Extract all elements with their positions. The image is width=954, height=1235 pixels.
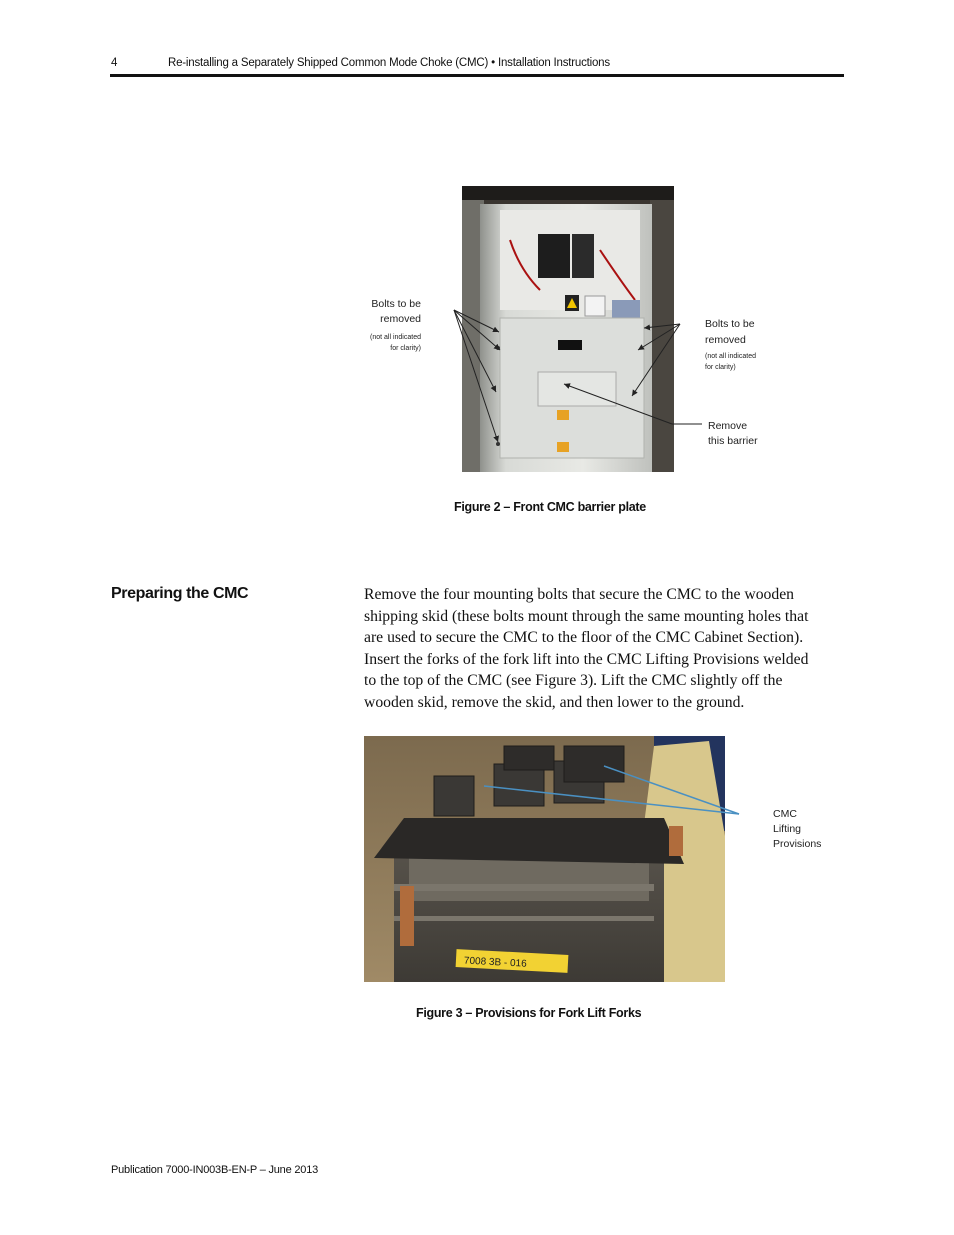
callout-right-line1: Bolts to be (705, 318, 755, 330)
section-heading: Preparing the CMC (111, 585, 249, 602)
callout-barrier-line2: this barrier (708, 435, 758, 447)
body-line: to the top of the CMC (see Figure 3). Lift the CMC slightly off the (364, 672, 783, 690)
publication-footer: Publication 7000-IN003B-EN-P – June 2013 (111, 1164, 319, 1176)
callout-cmc: CMC (773, 808, 797, 820)
figure-3-caption: Figure 3 – Provisions for Fork Lift Forks (416, 1006, 642, 1020)
body-line: Insert the forks of the fork lift into the CMC Lifting Provisions welded (364, 650, 809, 668)
body-line: are used to secure the CMC to the floor of the CMC Cabinet Section). (364, 629, 804, 647)
section-body (364, 584, 839, 714)
callout-right-note1: (not all indicated (705, 353, 756, 360)
callout-lifting: Lifting (773, 823, 802, 835)
body-line: shipping skid (these bolts mount through the same mounting holes that (364, 607, 809, 625)
figure-3-fork-lift-provisions (364, 736, 834, 984)
running-title: Re-installing a Separately Shipped Common Mode Choke (CMC) • Installation Instructions (168, 57, 610, 69)
figure-2-caption: Figure 2 – Front CMC barrier plate (454, 500, 646, 514)
callout-provisions: Provisions (773, 838, 822, 850)
callout-left-line2: removed (380, 313, 421, 325)
callout-left-note2: for clarity) (390, 345, 421, 352)
header-rule (110, 74, 844, 77)
callout-barrier-line1: Remove (708, 420, 748, 432)
choke-label-tag: 7008 3B - 016 (463, 955, 527, 970)
callout-right-note2: for clarity) (705, 364, 736, 371)
page-number: 4 (111, 57, 118, 69)
figure-2-front-cmc-barrier-plate (350, 180, 780, 480)
callout-right-line2: removed (705, 334, 746, 346)
transformer-component (538, 234, 570, 278)
callout-left-note1: (not all indicated (370, 334, 421, 341)
body-line: wooden skid, remove the skid, and then lower to the ground. (364, 693, 745, 711)
callout-left-line1: Bolts to be (371, 298, 421, 310)
body-line: Remove the four mounting bolts that secure the CMC to the wooden (364, 586, 795, 603)
